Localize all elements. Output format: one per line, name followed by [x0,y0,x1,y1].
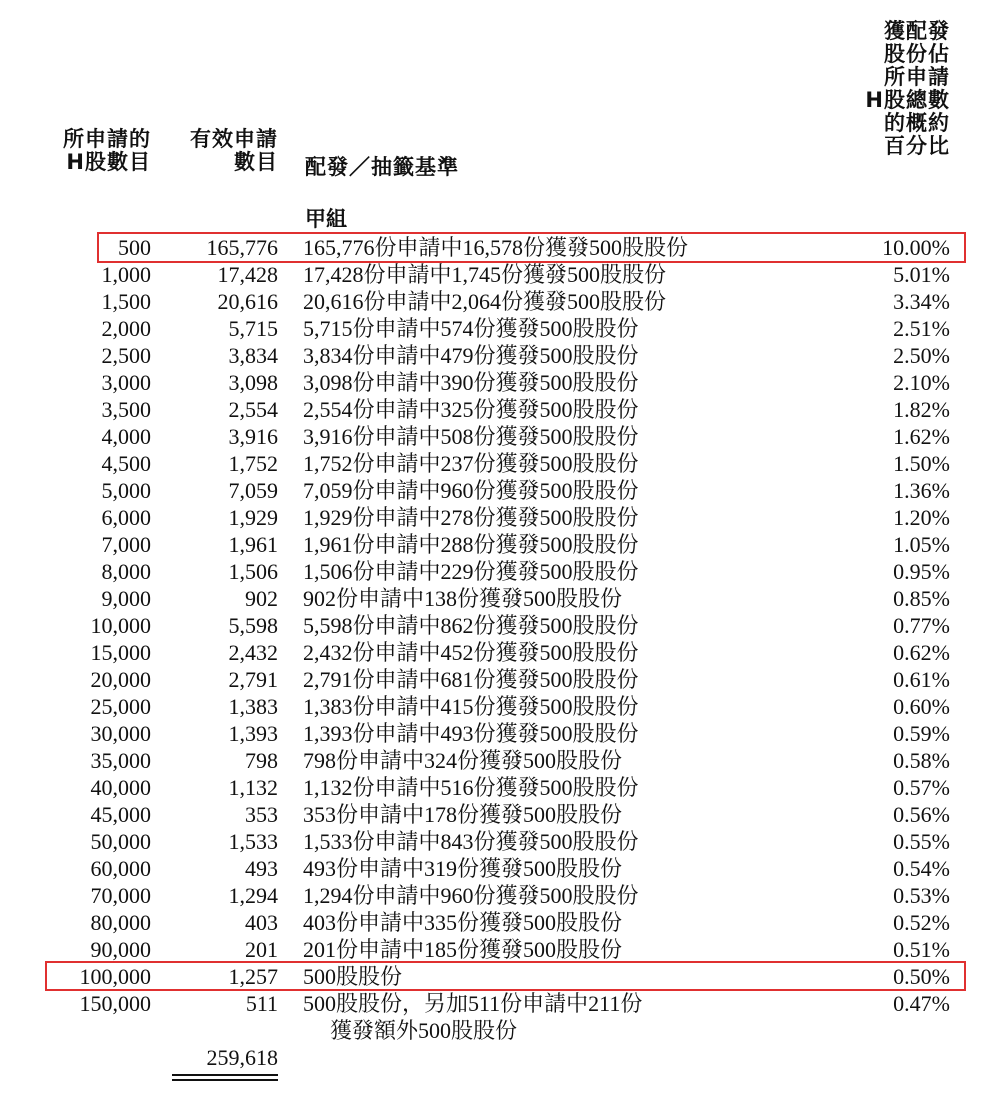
valid-applications-cell: 1,929 [228,505,278,530]
percentage-cell: 2.50% [893,343,950,368]
requested-shares-cell: 70,000 [90,883,151,908]
highlight-box-100000-row [45,961,966,991]
percentage-cell: 1.05% [893,532,950,557]
valid-applications-cell: 798 [245,748,278,773]
valid-applications-cell: 1,132 [228,775,278,800]
allotment-basis-cell: 353份申請中178份獲發500股股份 [303,802,623,827]
requested-shares-cell: 50,000 [90,829,151,854]
allotment-basis-cell: 5,598份申請中862份獲發500股股份 [303,613,639,638]
requested-shares-cell: 2,000 [101,316,151,341]
valid-applications-cell: 1,393 [228,721,278,746]
allotment-basis-cell: 1,533份申請中843份獲發500股股份 [303,829,639,854]
requested-shares-cell: 2,500 [101,343,151,368]
valid-applications-cell: 511 [245,991,278,1016]
valid-applications-cell: 403 [245,910,278,935]
percentage-cell: 1.50% [893,451,950,476]
allotment-basis-cell: 5,715份申請中574份獲發500股股份 [303,316,639,341]
requested-shares-cell: 3,500 [101,397,151,422]
allotment-basis-continuation-cell: 獲發額外500股股份 [330,1018,518,1043]
requested-shares-cell: 4,500 [101,451,151,476]
requested-shares-cell: 60,000 [90,856,151,881]
percentage-cell: 1.36% [893,478,950,503]
percentage-cell: 5.01% [893,262,950,287]
requested-shares-cell: 3,000 [101,370,151,395]
requested-shares-cell: 1,500 [101,289,151,314]
requested-shares-cell: 25,000 [90,694,151,719]
allotment-basis-cell: 17,428份申請中1,745份獲發500股股份 [303,262,667,287]
table-row [0,396,996,423]
total-valid-applications: 259,618 [206,1045,278,1070]
valid-applications-cell: 1,506 [228,559,278,584]
allotment-basis-cell: 1,506份申請中229份獲發500股股份 [303,559,639,584]
percentage-cell: 0.95% [893,559,950,584]
total-double-underline-top [172,1074,278,1076]
requested-shares-cell: 4,000 [101,424,151,449]
percentage-cell: 0.53% [893,883,950,908]
allotment-basis-cell: 1,132份申請中516份獲發500股股份 [303,775,639,800]
group-label: 甲組 [305,207,347,231]
table-row [0,828,996,855]
allotment-basis-cell: 3,834份申請中479份獲發500股股份 [303,343,639,368]
requested-shares-cell: 1,000 [101,262,151,287]
requested-shares-cell: 45,000 [90,802,151,827]
total-double-underline-bottom [172,1079,278,1081]
requested-shares-cell: 15,000 [90,640,151,665]
table-row [0,261,996,288]
table-row [0,585,996,612]
table-row [0,990,996,1044]
percentage-cell: 0.61% [893,667,950,692]
valid-applications-cell: 3,834 [228,343,278,368]
allotment-basis-cell: 902份申請中138份獲發500股股份 [303,586,623,611]
requested-shares-cell: 80,000 [90,910,151,935]
requested-shares-cell: 40,000 [90,775,151,800]
allotment-basis-cell: 3,916份申請中508份獲發500股股份 [303,424,639,449]
percentage-cell: 1.20% [893,505,950,530]
table-row [0,531,996,558]
valid-applications-cell: 5,715 [228,316,278,341]
table-row [0,666,996,693]
percentage-cell: 0.50% [893,964,950,989]
allotment-basis-cell: 1,383份申請中415份獲發500股股份 [303,694,639,719]
allotment-basis-cell: 20,616份申請中2,064份獲發500股股份 [303,289,667,314]
requested-shares-cell: 10,000 [90,613,151,638]
header-allotment-basis: 配發／抽籤基準 [305,155,459,179]
allotment-basis-cell: 1,393份申請中493份獲發500股股份 [303,721,639,746]
allotment-basis-cell: 201份申請中185份獲發500股股份 [303,937,623,962]
requested-shares-cell: 7,000 [101,532,151,557]
valid-applications-cell: 1,752 [228,451,278,476]
percentage-cell: 0.56% [893,802,950,827]
allotment-basis-cell: 2,432份申請中452份獲發500股股份 [303,640,639,665]
allotment-basis-cell: 1,294份申請中960份獲發500股股份 [303,883,639,908]
valid-applications-cell: 493 [245,856,278,881]
highlight-box-first-row [97,232,966,263]
allotment-basis-cell: 1,752份申請中237份獲發500股股份 [303,451,639,476]
percentage-cell: 10.00% [882,235,950,260]
percentage-cell: 0.60% [893,694,950,719]
percentage-cell: 0.47% [893,991,950,1016]
valid-applications-cell: 7,059 [228,478,278,503]
table-row [0,423,996,450]
allotment-basis-cell: 403份申請中335份獲發500股股份 [303,910,623,935]
valid-applications-cell: 2,554 [228,397,278,422]
requested-shares-cell: 35,000 [90,748,151,773]
percentage-cell: 0.57% [893,775,950,800]
percentage-cell: 0.85% [893,586,950,611]
requested-shares-cell: 9,000 [101,586,151,611]
valid-applications-cell: 3,916 [228,424,278,449]
valid-applications-cell: 902 [245,586,278,611]
allotment-table [0,234,996,1044]
allotment-basis-cell: 3,098份申請中390份獲發500股股份 [303,370,639,395]
requested-shares-cell: 20,000 [90,667,151,692]
allotment-basis-cell: 1,961份申請中288份獲發500股股份 [303,532,639,557]
allotment-basis-cell: 500股股份 [303,964,403,989]
table-row [0,639,996,666]
valid-applications-cell: 165,776 [206,235,278,260]
requested-shares-cell: 6,000 [101,505,151,530]
requested-shares-cell: 90,000 [90,937,151,962]
allotment-basis-cell: 1,929份申請中278份獲發500股股份 [303,505,639,530]
allotment-basis-cell: 7,059份申請中960份獲發500股股份 [303,478,639,503]
table-row [0,855,996,882]
requested-shares-cell: 8,000 [101,559,151,584]
requested-shares-cell: 30,000 [90,721,151,746]
table-row [0,504,996,531]
percentage-cell: 0.54% [893,856,950,881]
valid-applications-cell: 2,791 [228,667,278,692]
table-row [0,315,996,342]
valid-applications-cell: 1,257 [228,964,278,989]
table-row [0,936,996,963]
allotment-basis-cell: 2,554份申請中325份獲發500股股份 [303,397,639,422]
allotment-basis-cell: 500股股份，另加511份申請中211份 [303,991,643,1016]
table-row [0,558,996,585]
valid-applications-cell: 1,961 [228,532,278,557]
percentage-cell: 0.59% [893,721,950,746]
header-requested-shares: 所申請的 H股數目 [63,127,151,174]
requested-shares-cell: 5,000 [101,478,151,503]
valid-applications-cell: 353 [245,802,278,827]
percentage-cell: 1.82% [893,397,950,422]
valid-applications-cell: 3,098 [228,370,278,395]
percentage-cell: 2.10% [893,370,950,395]
allotment-basis-cell: 798份申請中324份獲發500股股份 [303,748,623,773]
table-row [0,774,996,801]
valid-applications-cell: 17,428 [217,262,278,287]
table-row [0,747,996,774]
percentage-cell: 0.52% [893,910,950,935]
allotment-basis-cell: 493份申請中319份獲發500股股份 [303,856,623,881]
percentage-cell: 1.62% [893,424,950,449]
table-row [0,288,996,315]
table-row [0,450,996,477]
requested-shares-cell: 100,000 [79,964,151,989]
allotment-basis-cell: 165,776份申請中16,578份獲發500股股份 [303,235,689,260]
valid-applications-cell: 2,432 [228,640,278,665]
table-row [0,882,996,909]
allotment-basis-cell: 2,791份申請中681份獲發500股股份 [303,667,639,692]
table-row [0,801,996,828]
table-row [0,477,996,504]
valid-applications-cell: 1,533 [228,829,278,854]
header-valid-applications: 有效申請 數目 [190,127,278,174]
percentage-cell: 0.51% [893,937,950,962]
percentage-cell: 0.55% [893,829,950,854]
valid-applications-cell: 5,598 [228,613,278,638]
percentage-cell: 0.62% [893,640,950,665]
percentage-cell: 3.34% [893,289,950,314]
requested-shares-cell: 150,000 [79,991,151,1016]
percentage-cell: 2.51% [893,316,950,341]
table-row [0,369,996,396]
requested-shares-cell: 500 [118,235,151,260]
valid-applications-cell: 1,294 [228,883,278,908]
table-row [0,909,996,936]
table-row [0,693,996,720]
percentage-cell: 0.77% [893,613,950,638]
valid-applications-cell: 1,383 [228,694,278,719]
table-row [0,342,996,369]
header-allotment-percentage: 獲配發 股份佔 所申請 H股總數 的概約 百分比 [865,19,950,158]
valid-applications-cell: 201 [245,937,278,962]
table-row [0,612,996,639]
table-row [0,720,996,747]
valid-applications-cell: 20,616 [217,289,278,314]
percentage-cell: 0.58% [893,748,950,773]
